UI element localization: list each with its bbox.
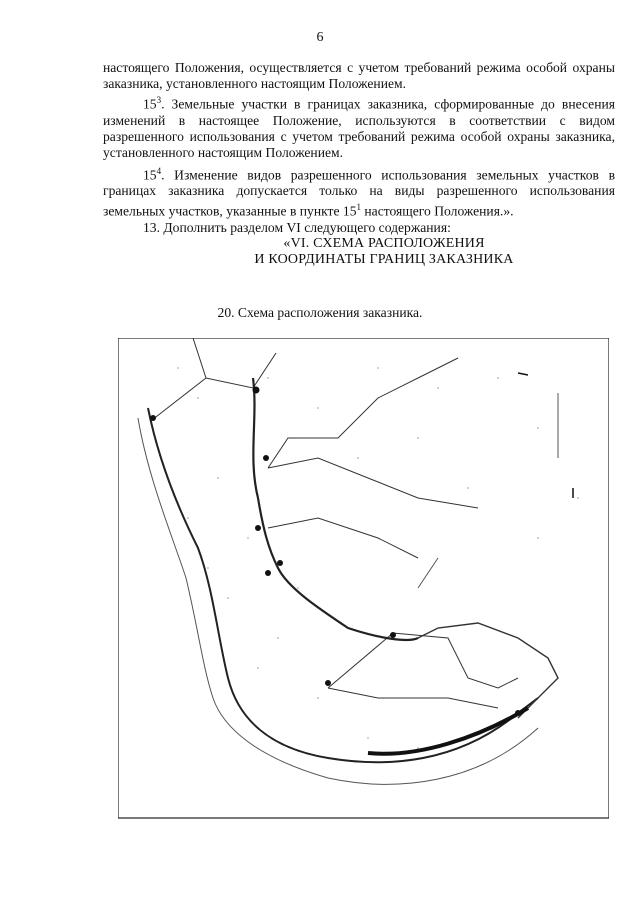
boundary-point	[390, 632, 396, 638]
map-frame	[118, 338, 609, 818]
section-heading-line-2: И КООРДИНАТЫ ГРАНИЦ ЗАКАЗНИКА	[254, 251, 514, 267]
map-caption: 20. Схема расположения заказника.	[217, 305, 423, 320]
paragraph-15-3: $15^3$. Земельные участки в границах заказника, сформированные до внесения изменений в настоящее Положение, используются в соответствии с видом разрешенного использования с учетом требований режима особой охраны заказника, установленного настоящим Положением.	[103, 95, 615, 160]
boundary-point	[515, 710, 521, 716]
boundary-point	[255, 525, 261, 531]
paragraph-continuation: настоящего Положения, осуществляется с учетом требований режима особой охраны заказника, установленного настоящим Положением.	[103, 60, 615, 91]
map-texture	[177, 367, 579, 749]
boundary-point	[263, 455, 269, 461]
boundary-point	[150, 415, 156, 421]
section-heading-line-1: «VI. СХЕМА РАСПОЛОЖЕНИЯ	[283, 235, 485, 251]
boundary-point	[277, 560, 283, 566]
south-shore	[368, 708, 528, 754]
boundary-points	[150, 387, 521, 717]
paragraph-15-4: $15^4$. Изменение видов разрешенного использования земельных участков в границах заказника допускается только на виды разрешенного использования земельных участков, указанные в пункте $15^1$ настоящего Положения.».	[103, 165, 615, 219]
paragraph-13: 13. Дополнить разделом VI следующего содержания:	[143, 219, 451, 235]
boundary-point	[325, 680, 331, 686]
boundary-lines	[152, 338, 558, 708]
outer-boundary	[138, 418, 538, 784]
boundary-point	[253, 387, 260, 394]
location-map	[118, 338, 609, 820]
page-number: 6	[316, 30, 324, 45]
coastline	[148, 408, 538, 762]
map-mark	[518, 373, 528, 375]
boundary-point	[265, 570, 271, 576]
body-text	[103, 60, 615, 268]
river	[253, 378, 418, 640]
